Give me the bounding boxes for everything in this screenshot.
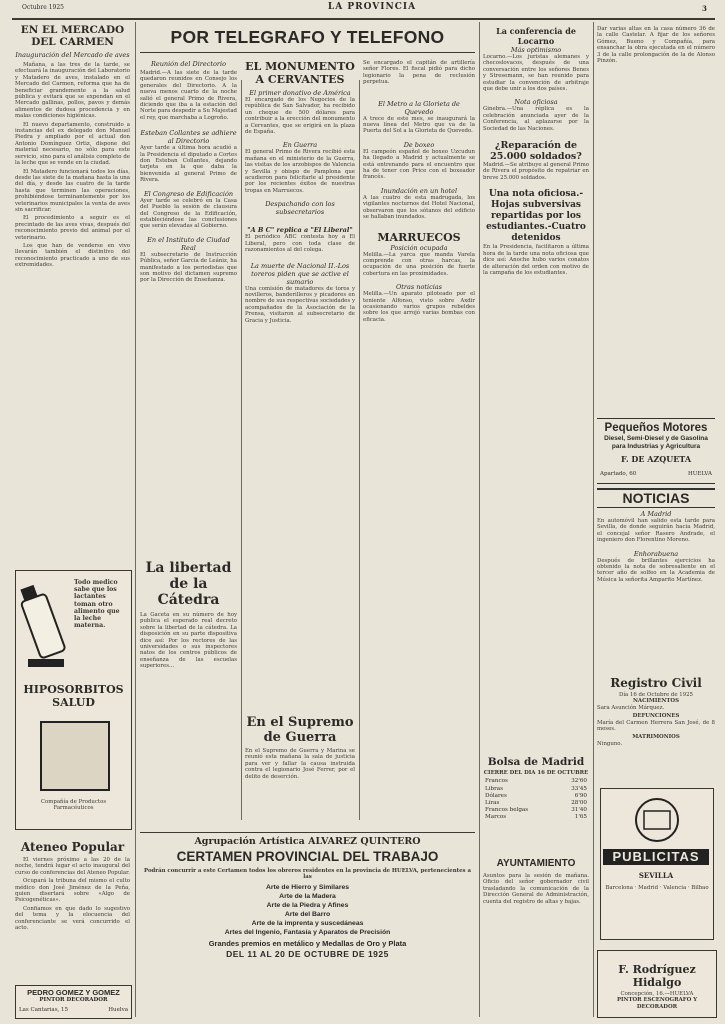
certamen-intro: Podrán concurrir a este Certamen todos los obreros residentes en la provincia de HUELVA, pertenecientes a las [144, 868, 471, 881]
motores-subtitle: Diesel, Semi-Diesel y de Gasolina para Industrias y Agricultura [604, 435, 708, 450]
paragraph: El nuevo departamento, construido a instancias del ex delegado don Manuel Piedra y ampliado por el actual don Antonio Domínguez Ortiz, dispone del material necesario, no sólo para este servicio, sino para el análisis completo de la leche que se vende en la ciudad. [15, 121, 130, 167]
supremo-section [245, 715, 355, 780]
mercado-subtitle: Inauguración del Mercado de aves [15, 51, 130, 59]
otras-body: Melilla.—Un aparato piloteado por el teniente Alfonso, visto sobre Axdir ocasionando varios grupos rebeldes sobre los que arrojó varias bombas con eficacia. [363, 291, 475, 323]
column-1 [15, 24, 130, 271]
bolsa-label: Liras [485, 800, 500, 807]
masthead-name: LA PROVINCIA [327, 2, 417, 12]
pedro-gomez-address: Las Cantarias, 15 [19, 1007, 69, 1013]
column-3 [245, 60, 355, 324]
ayuntamiento-title: AYUNTAMIENTO [496, 858, 576, 869]
certamen-item: Arte de la Madera [279, 892, 336, 900]
column-rule [135, 22, 136, 1017]
monumento-body: El encargado de los Negocios de la república de San Salvador, ha recibido un cheque de 500 dólares para contribuir a la erección del monumento a Cervantes, que se erigirá en la plaza de España. [245, 97, 355, 136]
paragraph: Confiamos en que dado lo sugestivo del tema y la elocuencia del conferenciante se verá concurrido el acto. [15, 905, 130, 932]
congreso-title: El Congreso de Edificación [143, 189, 234, 198]
bolsa-value: 28'00 [571, 800, 587, 807]
otras-title: Otras noticias [395, 283, 443, 292]
bolsa-section [483, 756, 589, 822]
libertad-title: La libertad de la Cátedra [145, 560, 232, 608]
bolsa-caption: CIERRE DEL DIA 16 DE OCTUBRE [483, 770, 589, 776]
boxeo-title: De boxeo [403, 140, 435, 149]
congreso-body: Ayer tarde se celebró en la Casa del Pueblo la sesión de clausura del Congreso de la Edificación, estableciéndose las conclusiones que serán elevadas al Gobierno. [140, 197, 237, 230]
abc-title: "A B C" replica a "El Liberal" [247, 226, 353, 235]
ayuntamiento-section [483, 858, 589, 905]
hiposorbitos-ad [15, 570, 132, 830]
paragraph: Mañana, a las tres de la tarde, se efectuará la inauguración del Laboratorio y Matadero de aves, instalado en el Mercado del Carmen, reforma que ha de beneficiar grandemente a la salud pública y evitará que se expendan en el Mercado gallinas, pollos, pavos y demás alimentos de dudosa procedencia y en malas condiciones higiénicas. [15, 62, 130, 120]
paragraph: Los que han de venderse en vivo llevarán también el distintivo del reconocimiento practicado a uno de sus extremidades. [15, 242, 130, 269]
bolsa-label: Francos [485, 778, 508, 785]
ateneo-title: Ateneo Popular [20, 840, 125, 854]
supremo-title: En el Supremo de Guerra [246, 715, 354, 745]
boxeo-body: El campeón español de boxeo Uzcudun ha llegado a Madrid y actualmente se está entrenando para el encuentro que ha de tener con Price con el boxeador francés. [363, 148, 475, 181]
hiposorbitos-name: HIPOSORBITOS SALUD [23, 683, 124, 709]
pedro-gomez-city: Huelva [108, 1007, 128, 1013]
paragraph: El Matadero funcionará todos los días, desde las siete de la mañana hasta la una del día, y desde las cuatro de la tarde hasta que terminen las operaciones, prohibiéndose terminantemente por los veterinarios municipales la venta de aves sin sacrificar. [15, 168, 130, 213]
motores-ad [597, 418, 715, 484]
bolsa-label: Dólares [485, 792, 507, 799]
primer-donativo-title: El primer donativo de América [249, 89, 351, 97]
publicitas-emblem [632, 797, 682, 843]
column-rule [479, 22, 480, 1017]
hidalgo-address: Concepción, 16.—HUELVA [620, 991, 694, 997]
column-rule [359, 80, 360, 820]
abc-body: El periódico ABC contesta hoy a El Liberal, pero con toda clase de razonamientos al del colega. [245, 234, 355, 254]
column-6 [597, 26, 715, 64]
certamen-box [140, 836, 475, 1016]
pedro-gomez-ad [15, 985, 132, 1019]
hiposorbitos-box [40, 721, 110, 791]
estaban-title: Esteban Collantes se adhiere al Directorio [140, 129, 237, 146]
locarno-subtitle: Más optimismo [510, 46, 562, 54]
guerra-title: En Guerra [282, 141, 318, 150]
certamen-items [140, 883, 475, 937]
bolsa-value: 6'90 [574, 792, 587, 799]
bolsa-value: 31'40 [571, 807, 587, 814]
registro-section [597, 676, 715, 747]
column-5 [483, 26, 589, 276]
nota-headline: Una nota oficiosa.-Hojas subversivas repartidas por los estudiantes.-Cuatro detenidos [486, 189, 586, 244]
defunciones-body: María del Carmen Herrera San José, de 8 meses. [597, 719, 715, 733]
marruecos-body: Melilla.—La yarca que manda Varela comprende con otras harcas, la ocupación de una posición de fuerte cobertura en las proximidades. [363, 251, 475, 277]
column-rule [241, 80, 242, 820]
paragraph: El viernes próximo a las 20 de la noche, tendrá lugar el acto inaugural del curso de conferencias del Ateneo Popular. [15, 857, 130, 876]
pedro-gomez-name: PEDRO GOMEZ Y GOMEZ [27, 988, 120, 997]
posicion-title: Posición ocupada [390, 243, 448, 252]
matrimonios-body: Ninguno. [597, 740, 623, 747]
nota-body: En la Presidencia, facilitaron a última hora de la tarde una nota oficiosa que dice así: Anoche hubo varios conatos de alteración del orden con motivo de la campaña de los estudiantes. [483, 244, 589, 276]
registro-date: Día 16 de Octubre de 1925 [619, 692, 693, 698]
noticias-body: En automóvil han salido esta tarde para Sevilla, de donde seguirán hacia Madrid, el concejal señor Rasero Andrade, el ingeniero don Florentino Moreno. [597, 518, 715, 544]
registro-title: Registro Civil [610, 676, 702, 690]
nacimientos-body: Sara Asunción Márquez. [597, 704, 665, 711]
monumento-title: EL MONUMENTO A CERVANTES [245, 60, 355, 86]
table-row [483, 793, 589, 800]
hiposorbitos-tagline: Todo medico sabe que los lactantes toman otro alimento que la leche materna. [74, 579, 120, 630]
nacimientos-label: NACIMIENTOS [632, 698, 680, 705]
ateneo-body [15, 857, 130, 931]
oficiosa-body: Ginebra.—Una réplica es la celebración anunciada ayer de la Conferencia, al aplazarse por la Sociedad de las Naciones. [483, 106, 589, 132]
hidalgo-sub: PINTOR ESCENOGRAFO Y DECORADOR [616, 997, 698, 1010]
masthead [12, 2, 715, 18]
pedro-gomez-sub: PINTOR DECORADOR [39, 997, 108, 1003]
certamen-item: Arte de la Piedra y Afines [266, 901, 349, 909]
ayuntamiento-body: Asuntos para la sesión de mañana. Oficio del señor gobernador civil trasladando la comunicación de la Dirección General de Administración, cuenta del registro de altas y bajas. [483, 873, 589, 905]
metro-body: A trece de este mes, se inaugurará la nueva línea del Metro que va de la Puerta del Sol a la Glorieta de Quevedo. [363, 115, 475, 135]
publicitas-branches: Barcelona · Madrid · Valencia · Bilbao [605, 885, 709, 891]
bolsa-table [483, 778, 589, 821]
publicitas-city: SEVILLA [638, 871, 674, 880]
column-2 [140, 60, 237, 284]
certamen-top-rule [140, 832, 475, 833]
main-headline: POR TELEGRAFO Y TELEFONO [170, 27, 445, 47]
locarno-title: La conferencia de Locarno [496, 26, 576, 46]
inundacion-title: Inundación en un hotel [380, 186, 458, 195]
mercado-title-line1: EN EL MERCADO [20, 24, 125, 36]
hidalgo-name: F. Rodríguez Hidalgo [618, 963, 696, 989]
bolsa-value: 1'65 [574, 814, 587, 821]
masthead-date: Octubre 1925 [22, 4, 64, 11]
bolsa-label: Francos belgas [485, 807, 529, 814]
certamen-dates: DEL 11 AL 20 DE OCTUBRE DE 1925 [226, 948, 389, 959]
certamen-item: Arte del Barro [284, 910, 331, 918]
paragraph: El procedimiento a seguir es el precintado de las aves vivas, después del reconocimiento previo del animal por el veterinario. [15, 215, 130, 241]
reunion-body: Madrid.—A las siete de la tarde quedaron reunidos en Consejo los generales del Directorio. A la nueva menos cuarto de la noche salió el general Primo de Rivera, diciendo que iba a la estación del Norte para despedir a Su Majestad el rey, que marchaba a Logroño. [140, 70, 237, 121]
col6-body-top: Dar varias altas en la casa número 36 de la calle Castelar. A fijar de los señores Gómez, Bueno y Compañía, para ensanchar la obra ejecutada en el número 3 de la calle prolongación de la de Alonso Pinzón. [597, 26, 715, 65]
instituto-title: En el Instituto de Ciudad Real [147, 235, 230, 252]
col3-body-top: Se encargado el capitán de artillería señor Flores. El fiscal pidió para dicho legionario la pena de reclusión perpetua. [363, 60, 475, 86]
enhorabuena-body: Después de brillantes ejercicios ha obtenido la nota de sobresaliente en el tercer año de solfeo en la Academia de Música la señorita Amparito Martínez. [597, 557, 715, 583]
certamen-item: Artes del Ingenio, Fantasía y Aparatos de Precisión [224, 928, 391, 936]
reunion-title: Reunión del Directorio [150, 60, 227, 68]
motores-firm: F. DE AZQUETA [620, 454, 692, 464]
muerte-body: Una comisión de matadores de toros y novilleros, banderilleros y picadores en nombre de sus respectivas sociedades y acompañados de la Asociación de la Prensa, visitaron al subsecretario de Gracia y Justicia. [245, 285, 355, 324]
estaban-body: Ayer tarde a última hora acudió a la Presidencia el diputado a Cortes don Esteban Collantes, dejando tarjeta en la que daba la bienvenida al general Primo de Rivera. [140, 145, 237, 184]
bolsa-value: 32'60 [571, 778, 587, 785]
column-4 [363, 60, 475, 323]
noticias-section [597, 488, 715, 583]
supremo-body: En el Supremo de Guerra y Marina se reunió esta mañana la sala de justicia para ver y fallar la causa instruida contra el legionario José Ferrer, por el delito de deserción. [245, 748, 355, 780]
motores-city: HUELVA [687, 471, 712, 477]
paragraph: Ocupará la tribuna del mismo el culto médico don José Jiménez de la Peña, quien disertará sobre «Algo de Psicogenéticas». [15, 878, 130, 904]
table-row [483, 807, 589, 814]
libertad-section [140, 560, 237, 670]
bolsa-value: 33'45 [571, 785, 587, 792]
despachando-title: Despachando con los subsecretarios [265, 200, 335, 217]
defunciones-label: DEFUNCIONES [632, 713, 680, 720]
certamen-prizes: Grandes premios en metálico y Medallas de Oro y Plata [208, 938, 407, 948]
table-row [483, 814, 589, 821]
enhorabuena-title: Enhorabuena [633, 549, 679, 558]
reparacion-title: ¿Reparación de 25.000 soldados? [490, 140, 582, 163]
bolsa-label: Marcos [485, 814, 507, 821]
inundacion-body: A las cuatro de esta madrugada, los vigilantes nocturnos del Hotel Nacional, observaron que los sótanos del edificio se hallaban inundados. [363, 194, 475, 221]
libertad-body: La Gaceta en su número de hoy publica el esperado real decreto sobre la libertad de la cátedra. La disposición en su parte dispositiva dice así: Por los rectores de las universidades o sus inspectores natos de los centros públicos de enseñanza de las escuelas superiores... [140, 612, 237, 670]
headline-rule [140, 52, 475, 53]
baby-bottle-illustration [20, 577, 72, 672]
bolsa-label: Libras [485, 785, 503, 792]
motores-title: Pequeños Motores [604, 422, 708, 434]
column-rule [593, 22, 594, 1017]
matrimonios-label: MATRIMONIOS [632, 734, 680, 741]
motores-address: Apartado, 60 [600, 471, 637, 477]
reparacion-body: Madrid.—Se atribuye al general Primo de Rivera el propósito de repatriar en breve 25.000 soldados. [483, 162, 589, 181]
noticias-title: NOTICIAS [597, 488, 715, 508]
a-madrid-title: A Madrid [640, 510, 672, 518]
muerte-title: La muerte de Nacional II.-Los toreros piden que se active el sumario [250, 261, 350, 286]
certamen-item: Arte de la imprenta y suscedáneas [251, 919, 364, 927]
bolsa-title: Bolsa de Madrid [487, 756, 585, 768]
table-row [483, 778, 589, 785]
table-row [483, 786, 589, 793]
mercado-body [15, 62, 130, 269]
certamen-headline: CERTAMEN PROVINCIAL DEL TRABAJO [176, 849, 439, 864]
hidalgo-ad [597, 950, 717, 1018]
agrupacion-title: Agrupación Artística ALVAREZ QUINTERO [194, 836, 421, 847]
publicitas-name: PUBLICITAS [603, 849, 709, 865]
oficiosa-title: Nota oficiosa [514, 98, 558, 107]
hiposorbitos-footer: Compañía de Productos Farmacéuticos [40, 799, 107, 812]
metro-title: El Metro a la Glorieta de Quevedo [378, 99, 460, 116]
ateneo-section [15, 840, 130, 933]
instituto-body: El subsecretario de Instrucción Pública, señor García de Leániz, ha manifestado a los periodistas que son motivo del dictamen supremo por la Dirección de Enseñanza. [140, 251, 237, 284]
locarno-body: Locarno.—Los juristas alemanes y checoslovacos, después de una conversación entre los señores Benes y Stresemann, se han reunido para estudiar la convención de arbitraje que debe unir a los dos países. [483, 54, 589, 93]
mercado-title-line2: DEL CARMEN [31, 36, 114, 48]
guerra-body: El general Primo de Rivera recibió esta mañana en el ministerio de la Guerra, las visitas de los arzobispos de Valencia y Sevilla y obispo de Pamplona que acudieron para felicitarle al presidente por los recientes éxitos de nuestras tropas en Marruecos. [245, 149, 355, 194]
masthead-page: 3 [702, 4, 707, 13]
marruecos-title: MARRUECOS [377, 230, 461, 244]
table-row [483, 800, 589, 807]
certamen-item: Arte de Hierro y Similares [265, 883, 350, 891]
masthead-rule [12, 18, 715, 20]
publicitas-ad [600, 788, 714, 940]
